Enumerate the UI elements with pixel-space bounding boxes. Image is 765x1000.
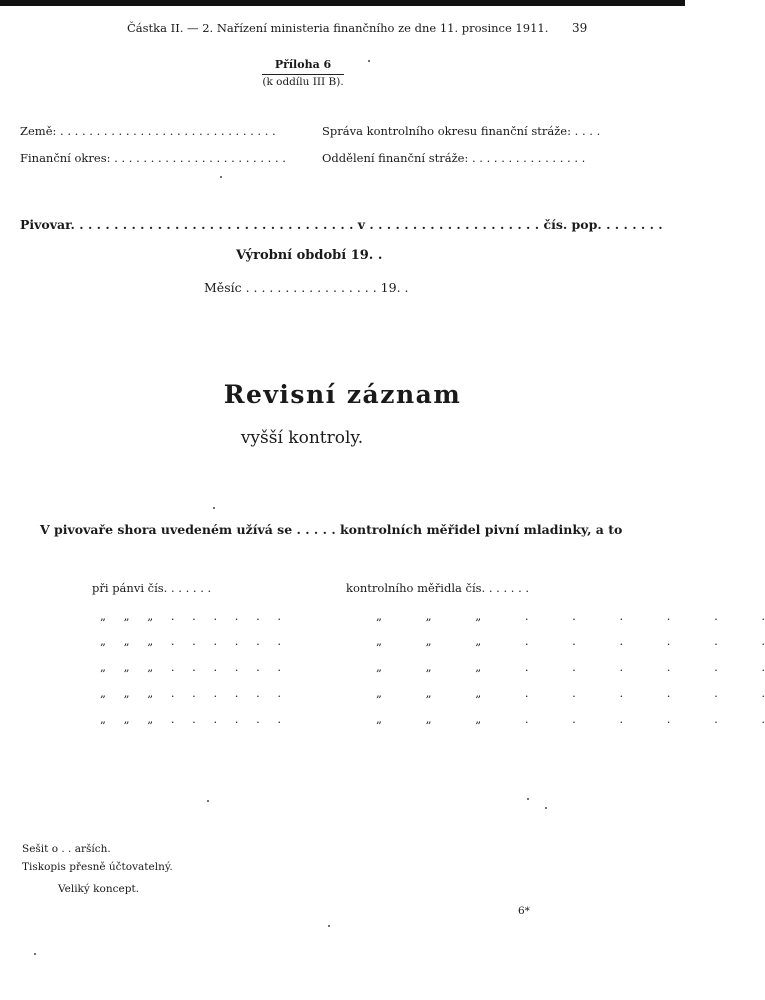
statement-line: V pivovaře shora uvedeném užívá se . . . . . kontrolních měřidel pivní mladinky, a to bbox=[40, 522, 623, 537]
field-sprava-kontrolniho-okresu: Správa kontrolního okresu finanční stráže: . . . . bbox=[322, 124, 601, 138]
right-ditto-row: „ „ „ . . . . . . bbox=[376, 660, 765, 674]
appendix-reference: (k oddílu III B). bbox=[262, 76, 344, 88]
left-ditto-row: „ „ „ . . . . . . bbox=[100, 609, 282, 623]
print-speck bbox=[207, 800, 209, 802]
field-oddeleni-financni-straze: Oddělení finanční stráže: . . . . . . . . . . . . . . . . bbox=[322, 151, 586, 165]
field-financni-okres: Finanční okres: . . . . . . . . . . . . . . . . . . . . . . . . bbox=[20, 151, 286, 165]
footer-tiskopis: Tiskopis přesně účtovatelný. bbox=[22, 861, 173, 873]
field-mesic: Měsíc . . . . . . . . . . . . . . . . . 19. . bbox=[204, 280, 409, 295]
print-speck bbox=[545, 807, 547, 809]
right-ditto-row: „ „ „ . . . . . . bbox=[376, 686, 765, 700]
print-speck bbox=[213, 507, 215, 509]
running-head: Částka II. — 2. Nařízení ministeria finančního ze dne 11. prosince 1911. bbox=[127, 21, 549, 35]
right-ditto-row: „ „ „ . . . . . . bbox=[376, 634, 765, 648]
signature-mark: 6* bbox=[518, 905, 530, 917]
footer-koncept: Veliký koncept. bbox=[58, 883, 140, 895]
footer-sesit: Sešit o . . arších. bbox=[22, 843, 111, 855]
right-column-label: kontrolního měřidla čís. . . . . . . bbox=[346, 581, 530, 595]
document-title: Revisní záznam bbox=[223, 380, 462, 409]
field-zeme: Země: . . . . . . . . . . . . . . . . . . . . . . . . . . . . . . bbox=[20, 124, 276, 138]
appendix-rule bbox=[262, 74, 344, 75]
print-speck bbox=[368, 60, 370, 62]
left-column-label: při pánvi čís. . . . . . . bbox=[92, 581, 212, 595]
document-subtitle: vyšší kontroly. bbox=[240, 428, 364, 448]
top-edge-bar bbox=[0, 0, 685, 6]
print-speck bbox=[220, 176, 222, 178]
left-ditto-row: „ „ „ . . . . . . bbox=[100, 660, 282, 674]
field-pivovar: Pivovar. . . . . . . . . . . . . . . . . . . . . . . . . . . . . . . . . v . . . . . . . . . . . . . . . . . . . . čís. pop. . . . . . . . bbox=[20, 217, 663, 232]
appendix-label: Příloha 6 bbox=[274, 58, 332, 71]
page-number: 39 bbox=[572, 21, 588, 35]
print-speck bbox=[328, 925, 330, 927]
right-ditto-row: „ „ „ . . . . . . bbox=[376, 712, 765, 726]
right-ditto-row: „ „ „ . . . . . . bbox=[376, 609, 765, 623]
print-speck bbox=[34, 953, 36, 955]
left-ditto-row: „ „ „ . . . . . . bbox=[100, 712, 282, 726]
field-vyrobni-obdobi: Výrobní období 19. . bbox=[236, 248, 383, 263]
left-ditto-row: „ „ „ . . . . . . bbox=[100, 634, 282, 648]
print-speck bbox=[527, 798, 529, 800]
left-ditto-row: „ „ „ . . . . . . bbox=[100, 686, 282, 700]
